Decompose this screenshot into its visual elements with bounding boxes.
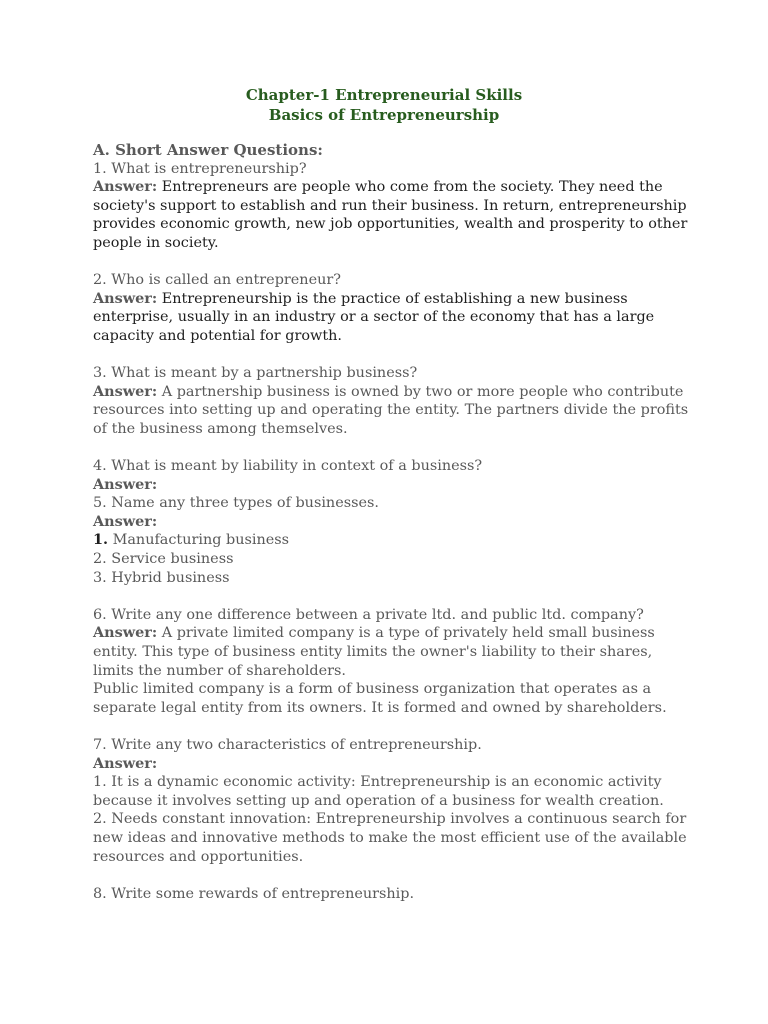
question-4: 4. What is meant by liability in context of a business? bbox=[93, 458, 483, 475]
list-item-text: Manufacturing business bbox=[112, 532, 290, 549]
answer-2 bbox=[93, 290, 693, 346]
question-1: 1. What is entrepreneurship? bbox=[93, 160, 307, 177]
answer-label: Answer: bbox=[93, 382, 158, 400]
document-body bbox=[93, 141, 693, 903]
answer-6 bbox=[93, 624, 693, 680]
answer-7-label: Answer: bbox=[93, 754, 158, 772]
answer-6-text-2: Public limited company is a form of business organization that operates as a separate legal entity from its owners. It is formed and owned by shareholders. bbox=[93, 681, 667, 716]
question-8: 8. Write some rewards of entrepreneurship. bbox=[93, 885, 415, 902]
question-6: 6. Write any one difference between a private ltd. and public ltd. company? bbox=[93, 606, 644, 623]
answer-label: Answer: bbox=[93, 289, 158, 307]
answer-3 bbox=[93, 383, 693, 439]
question-7: 7. Write any two characteristics of entrepreneurship. bbox=[93, 737, 482, 753]
answer-7-point-1: 1. It is a dynamic economic activity: Entrepreneurship is an economic activity because it involves setting up and operation of a business for wealth creation. bbox=[93, 774, 664, 809]
question-3: 3. What is meant by a partnership business? bbox=[93, 365, 418, 382]
question-5: 5. Name any three types of businesses. bbox=[93, 495, 379, 512]
answer-4-label: Answer: bbox=[93, 475, 158, 493]
section-heading: A. Short Answer Questions: bbox=[93, 141, 323, 159]
answer-1 bbox=[93, 178, 693, 252]
list-item-number: 1. bbox=[93, 531, 109, 549]
answer-2-text: Entrepreneurship is the practice of establishing a new business enterprise, usually in an industry or a sector of the economy that has a large capacity and potential for growth. bbox=[93, 290, 655, 344]
list-item bbox=[93, 531, 693, 550]
answer-3-text: A partnership business is owned by two or more people who contribute resources into setting up and operating the entity. The partners divide the profits of the business among themselves. bbox=[93, 383, 689, 437]
question-2: 2. Who is called an entrepreneur? bbox=[93, 272, 341, 289]
list-item: 3. Hybrid business bbox=[93, 569, 230, 586]
chapter-subtitle: Basics of Entrepreneurship bbox=[268, 105, 500, 124]
chapter-title: Chapter-1 Entrepreneurial Skills bbox=[245, 86, 523, 104]
answer-7-point-2: 2. Needs constant innovation: Entrepreneurship involves a continuous search for new ideas and innovative methods to make the most efficient use of the available resources and opportunities. bbox=[93, 811, 687, 865]
document-title bbox=[0, 86, 768, 125]
list-item: 2. Service business bbox=[93, 551, 234, 568]
answer-5-label: Answer: bbox=[93, 512, 158, 530]
answer-label: Answer: bbox=[93, 178, 158, 196]
answer-label: Answer: bbox=[93, 624, 158, 642]
answer-6-text: A private limited company is a type of privately held small business entity. This type of business entity limits the owner's liability to their shares, limits the number of shareholders. bbox=[93, 625, 655, 679]
answer-1-text: Entrepreneurs are people who come from the society. They need the society's support to establish and run their business. In return, entrepreneurship provides economic growth, new job opportunities, wealth and prosperity to other people in society. bbox=[93, 179, 688, 251]
